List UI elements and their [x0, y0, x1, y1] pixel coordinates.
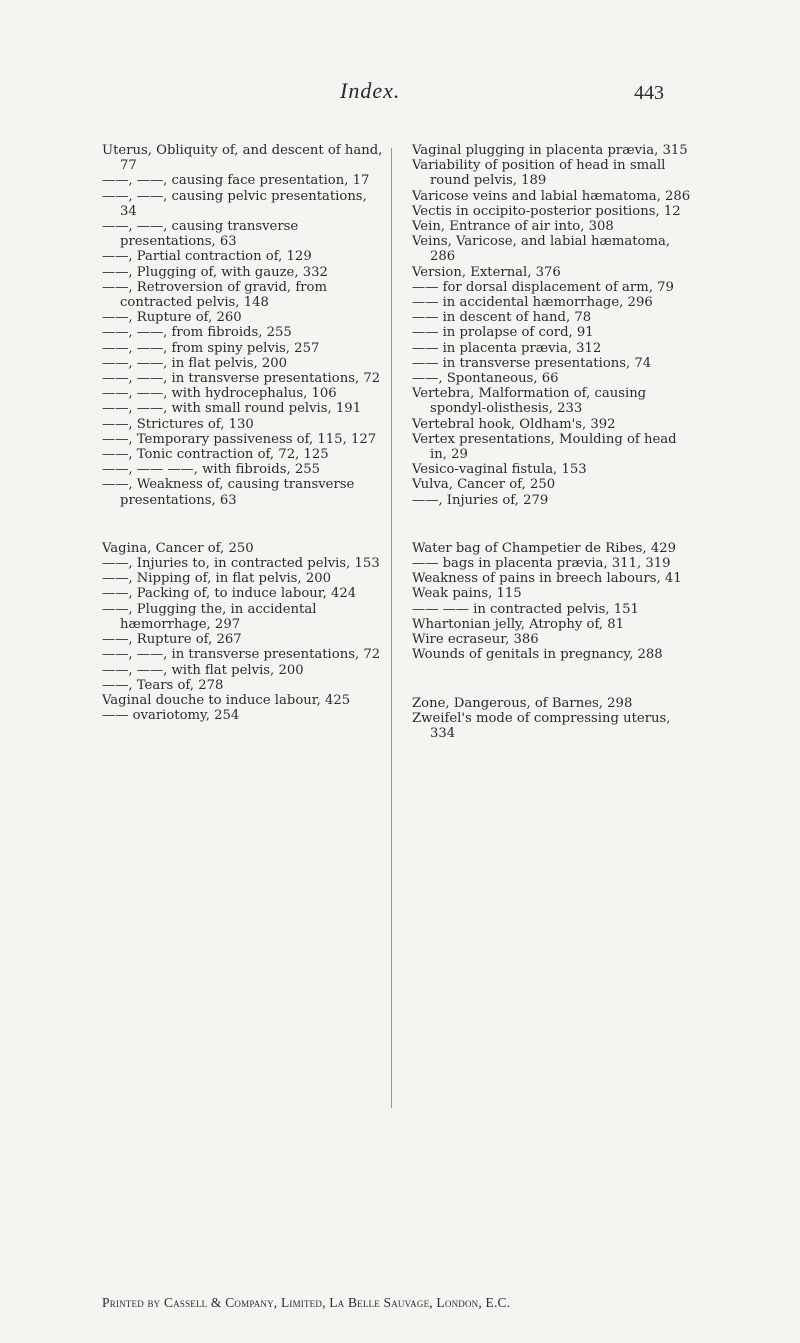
- index-entry: Vagina, Cancer of, 250: [102, 540, 254, 556]
- index-entry: ——, Retroversion of gravid, from contracted pelvis, 148: [102, 279, 327, 311]
- index-entry: ——, ——, with small round pelvis, 191: [102, 401, 362, 417]
- index-entry: Vesico-vaginal fistula, 153: [412, 462, 587, 478]
- index-entry: ——, —— ——, with fibroids, 255: [102, 462, 321, 478]
- index-entry: ——, Weakness of, causing transverse presentations, 63: [102, 477, 355, 508]
- index-entry: ——, Strictures of, 130: [102, 416, 254, 432]
- index-entry: ——, Injuries to, in contracted pelvis, 153: [102, 556, 380, 572]
- index-entry: ——, Nipping of, in flat pelvis, 200: [102, 571, 331, 587]
- index-entry: ——, Plugging the, in accidental hæmorrhage, 297: [102, 601, 317, 632]
- index-entry: ——, Plugging of, with gauze, 332: [102, 264, 328, 280]
- index-entry: Wounds of genitals in pregnancy, 288: [412, 647, 663, 663]
- index-entry: ——, ——, causing face presentation, 17: [102, 173, 370, 189]
- index-entry: ——, Spontaneous, 66: [412, 371, 559, 387]
- index-entry: —— in prolapse of cord, 91: [412, 325, 594, 341]
- index-entry: Vertebra, Malformation of, causing spondyl-olisthesis, 233: [412, 386, 647, 417]
- index-entry: ——, Packing of, to induce labour, 424: [102, 586, 357, 602]
- index-entry: Whartonian jelly, Atrophy of, 81: [412, 616, 625, 632]
- page-number: 443: [634, 82, 664, 104]
- index-entry: ——, Temporary passiveness of, 115, 127: [102, 431, 377, 447]
- left-group-vagina: [102, 541, 384, 723]
- index-entry: —— for dorsal displacement of arm, 79: [412, 279, 674, 295]
- index-entry: Veins, Varicose, and labial hæmatoma, 286: [412, 234, 671, 265]
- column-divider: [391, 148, 392, 1108]
- index-entry: Zone, Dangerous, of Barnes, 298: [412, 695, 633, 711]
- index-entry: Vertebral hook, Oldham's, 392: [412, 416, 616, 432]
- index-entry: ——, ——, causing transverse presentations, 63: [102, 219, 299, 250]
- index-entry: —— in transverse presentations, 74: [412, 355, 652, 371]
- group-spacer: [102, 508, 384, 541]
- index-entry: Vein, Entrance of air into, 308: [412, 219, 614, 235]
- index-entry: —— in descent of hand, 78: [412, 310, 592, 326]
- index-entry: Weakness of pains in breech labours, 41: [412, 571, 682, 587]
- index-entry: ——, ——, with hydrocephalus, 106: [102, 386, 337, 402]
- index-entry: ——, Rupture of, 260: [102, 310, 242, 326]
- right-group-v: [412, 143, 694, 508]
- index-entry: ——, ——, from spiny pelvis, 257: [102, 340, 320, 356]
- index-entry: Water bag of Champetier de Ribes, 429: [412, 540, 676, 556]
- index-entry: ——, ——, in transverse presentations, 72: [102, 647, 381, 663]
- index-entry: Uterus, Obliquity of, and descent of hand, 77: [102, 143, 383, 174]
- index-entry: ——, Rupture of, 267: [102, 632, 242, 648]
- group-spacer: [412, 508, 694, 541]
- page-title: Index.: [340, 78, 401, 103]
- index-entry: ——, ——, from fibroids, 255: [102, 325, 292, 341]
- index-entry: Variability of position of head in small round pelvis, 189: [412, 158, 666, 189]
- index-entry: Weak pains, 115: [412, 586, 522, 602]
- index-entry: Wire ecraseur, 386: [412, 632, 539, 648]
- right-group-z: [412, 696, 694, 742]
- index-entry: —— in placenta prævia, 312: [412, 340, 602, 356]
- page-header: [0, 78, 800, 108]
- right-group-w: [412, 541, 694, 663]
- index-entry: —— ovariotomy, 254: [102, 708, 240, 724]
- index-entry: Vectis in occipito-posterior positions, 12: [412, 203, 681, 219]
- index-entry: ——, Tears of, 278: [102, 677, 224, 693]
- index-entry: Vulva, Cancer of, 250: [412, 477, 556, 493]
- index-entry: ——, Injuries of, 279: [412, 492, 549, 508]
- index-entry: Version, External, 376: [412, 264, 561, 280]
- left-column: [102, 143, 384, 723]
- index-entry: Zweifel's mode of compressing uterus, 334: [412, 710, 671, 741]
- index-entry: —— —— in contracted pelvis, 151: [412, 601, 639, 617]
- index-entry: Vaginal plugging in placenta prævia, 315: [412, 143, 688, 158]
- left-group-uterus: [102, 143, 384, 508]
- index-entry: —— bags in placenta prævia, 311, 319: [412, 556, 671, 572]
- index-entry: Varicose veins and labial hæmatoma, 286: [412, 188, 691, 204]
- index-entry: ——, ——, with flat pelvis, 200: [102, 662, 304, 678]
- index-entry: ——, Partial contraction of, 129: [102, 249, 312, 265]
- right-column: [412, 143, 694, 741]
- index-entry: ——, ——, in flat pelvis, 200: [102, 355, 288, 371]
- group-spacer: [412, 663, 694, 696]
- index-entry: Vertex presentations, Moulding of head in, 29: [412, 431, 677, 463]
- index-entry: ——, Tonic contraction of, 72, 125: [102, 447, 329, 463]
- index-entry: —— in accidental hæmorrhage, 296: [412, 295, 653, 311]
- index-entry: ——, ——, in transverse presentations, 72: [102, 371, 381, 387]
- index-entry: Vaginal douche to induce labour, 425: [102, 692, 351, 708]
- printer-imprint: Printed by Cassell & Company, Limited, La Belle Sauvage, London, E.C.: [102, 1295, 511, 1310]
- index-entry: ——, ——, causing pelvic presentations, 34: [102, 188, 367, 219]
